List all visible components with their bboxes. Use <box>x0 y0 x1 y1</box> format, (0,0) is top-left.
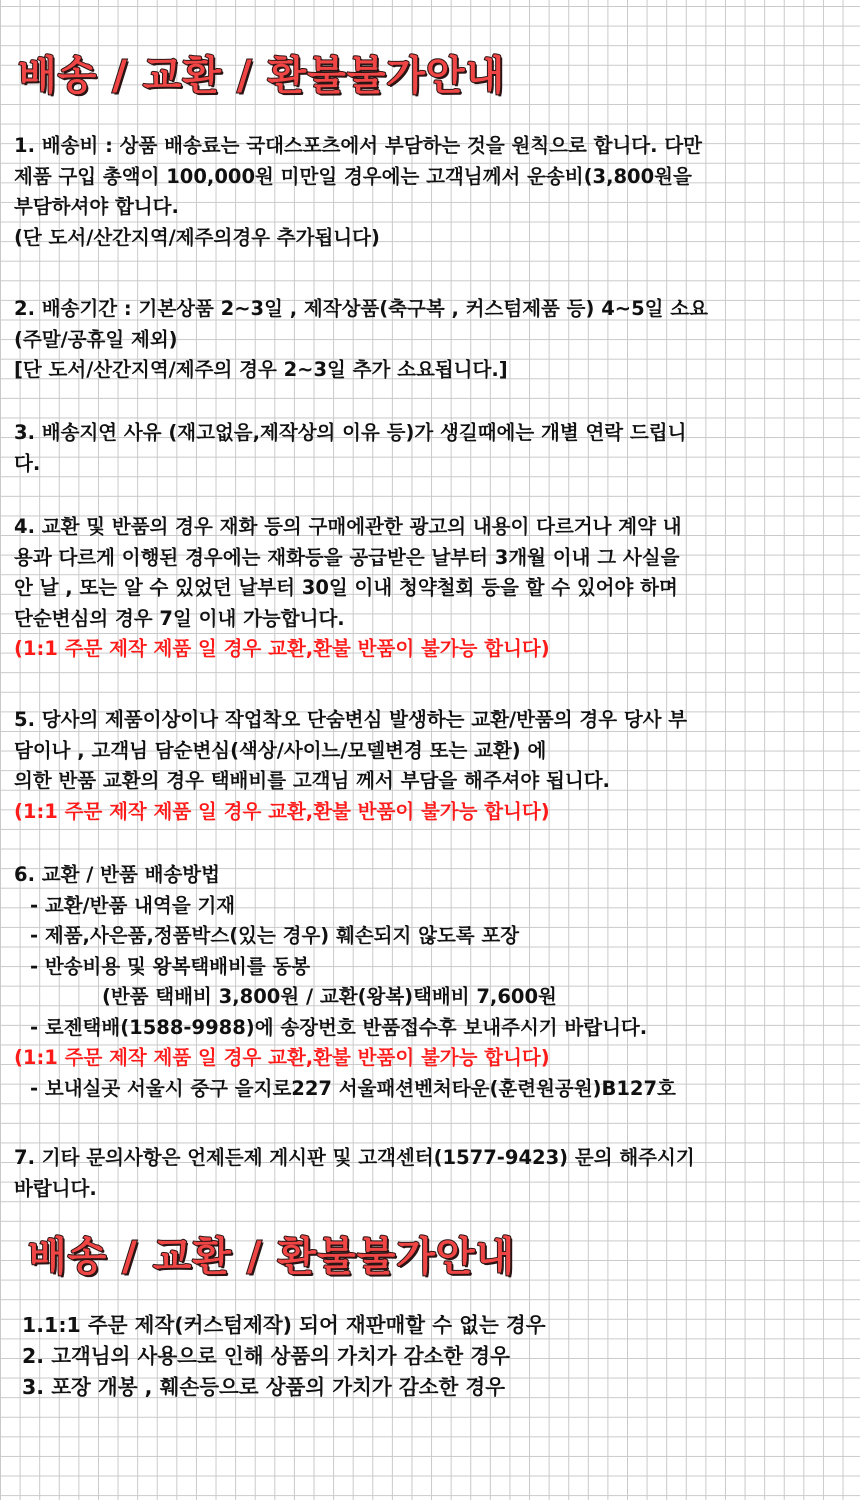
text-line: 안 날 , 또는 알 수 있었던 날부터 30일 이내 청약철회 등을 할 수 있어야 하며 <box>14 576 678 599</box>
section-exchange-return <box>14 512 846 665</box>
text-line: (주말/공휴일 제외) <box>14 327 178 351</box>
list-item: - 교환/반품 내역을 기재 <box>30 893 236 917</box>
text-line: 7. 기타 문의사항은 언제든제 게시판 및 고객센터(1577-9423) 문의 해주시기 <box>14 1146 695 1169</box>
text-line: 3. 배송지연 사유 (재고없음,제작상의 이유 등)가 생길때에는 개별 연락 드립니 <box>14 421 687 444</box>
custom-order-notice: (1:1 주문 제작 제품 일 경우 교환,환불 반품이 불가능 합니다) <box>14 1046 550 1069</box>
section-return-shipping-cost <box>14 705 846 827</box>
text-line: 다. <box>14 451 41 475</box>
custom-order-notice: (1:1 주문 제작 제품 일 경우 교환,환불 반품이 불가능 합니다) <box>14 637 550 660</box>
text-line: 단순변심의 경우 7일 이내 가능합니다. <box>14 606 345 630</box>
return-address: - 보내실곳 서울시 중구 을지로227 서울패션벤처타운(훈련원공원)B127호 <box>30 1076 676 1100</box>
list-item: - 반송비용 및 왕복택배비를 동봉 <box>30 954 311 978</box>
page-title: 배송 / 교환 / 환불불가안내 <box>18 53 506 99</box>
text-line: 바랍니다. <box>14 1176 97 1200</box>
text-line: 용과 다르게 이행된 경우에는 재화등을 공급받은 날부터 3개월 이내 그 사실을 <box>14 545 680 569</box>
section-non-refundable <box>22 1310 854 1403</box>
section-heading: 6. 교환 / 반품 배송방법 <box>14 863 220 886</box>
custom-order-notice: (1:1 주문 제작 제품 일 경우 교환,환불 반품이 불가능 합니다) <box>14 799 550 823</box>
section-inquiries <box>14 1143 846 1204</box>
fee-line: (반품 택배비 3,800원 / 교환(왕복)택배비 7,600원 <box>102 985 557 1008</box>
list-item: - 로젠택배(1588-9988)에 송장번호 반품접수후 보내주시기 바랍니다. <box>30 1015 648 1039</box>
text-line: 부담하셔야 합니다. <box>14 195 179 218</box>
text-line: 의한 반품 교환의 경우 택배비를 고객님 께서 부담을 해주셔야 됩니다. <box>14 769 610 792</box>
section-shipping-period <box>14 294 846 386</box>
text-line: 2. 배송기간 : 기본상품 2~3일 , 제작상품(축구복 , 커스텀제품 등) 4~5일 소요 <box>14 297 708 320</box>
section-shipping-delay <box>14 418 846 479</box>
text-line: (단 도서/산간지역/제주의경우 추가됩니다) <box>14 225 380 249</box>
section-shipping-fee <box>14 131 846 253</box>
list-item: 2. 고객님의 사용으로 인해 상품의 가치가 감소한 경우 <box>22 1344 510 1368</box>
text-line: 제품 구입 총액이 100,000원 미만일 경우에는 고객님께서 운송비(3,800원을 <box>14 164 692 188</box>
list-item: 1.1:1 주문 제작(커스텀제작) 되어 재판매할 수 없는 경우 <box>22 1313 546 1337</box>
text-line: 5. 당사의 제품이상이나 작업착오 단숨변심 발생하는 교환/반품의 경우 당사 부 <box>14 708 688 731</box>
list-item: 3. 포장 개봉 , 훼손등으로 상품의 가치가 감소한 경우 <box>22 1375 505 1399</box>
section-return-method <box>14 860 846 1104</box>
text-line: 담이나 , 고객님 담순변심(색상/사이느/모델변경 또는 교환) 에 <box>14 738 547 762</box>
text-line: [단 도서/산간지역/제주의 경우 2~3일 추가 소요됩니다.] <box>14 358 508 381</box>
section-title: 배송 / 교환 / 환불불가안내 <box>28 1234 516 1280</box>
list-item: - 제품,사은품,정품박스(있는 경우) 훼손되지 않도록 포장 <box>30 924 520 947</box>
text-line: 1. 배송비 : 상품 배송료는 국대스포츠에서 부담하는 것을 원칙으로 합니다. 다만 <box>14 134 703 157</box>
text-line: 4. 교환 및 반품의 경우 재화 등의 구매에관한 광고의 내용이 다르거나 계약 내 <box>14 515 682 538</box>
